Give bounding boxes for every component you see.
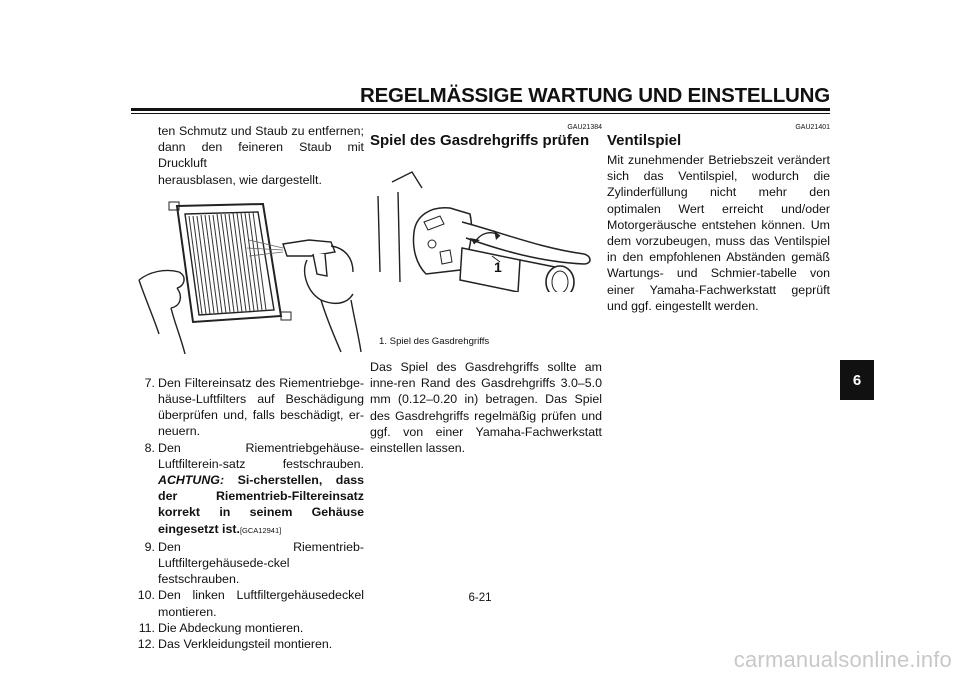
section-heading: Spiel des Gasdrehgriffs prüfen bbox=[370, 132, 590, 149]
step-text: Das Verkleidungsteil montieren. bbox=[158, 637, 333, 652]
watermark: carmanualsonline.info bbox=[733, 647, 952, 672]
step-text bbox=[158, 440, 364, 539]
step-item bbox=[131, 375, 364, 440]
step-item bbox=[131, 620, 364, 636]
chapter-tab: 6 bbox=[840, 360, 874, 400]
step-number: 7. bbox=[144, 375, 155, 390]
step-item bbox=[131, 587, 364, 619]
page-title: REGELMÄSSIGE WARTUNG UND EINSTELLUNG bbox=[359, 84, 830, 107]
step-list bbox=[131, 375, 364, 652]
step-number: 8. bbox=[144, 440, 155, 455]
figure-caption: 1. Spiel des Gasdrehgriffs bbox=[379, 336, 490, 347]
step-number: 11. bbox=[138, 620, 155, 635]
column-left bbox=[131, 123, 364, 652]
step-item bbox=[131, 440, 364, 539]
intro-line-1: ten Schmutz und Staub zu entfernen; bbox=[158, 124, 364, 138]
figure-callout: 1 bbox=[494, 259, 502, 275]
section-code: GAU21401 bbox=[795, 124, 830, 131]
column-right bbox=[607, 123, 830, 314]
title-rule-thick bbox=[131, 108, 830, 111]
step-number: 12. bbox=[137, 637, 155, 652]
caution-text: Si-cherstellen, dass der Riementrieb-Filtereinsatz korrekt in seinem Gehäuse eingesetzt ist. bbox=[158, 473, 364, 536]
step-text-main: Den Riementriebgehäuse-Luftfilterein-satz festschrauben. bbox=[158, 440, 364, 471]
step-text: Den linken Luftfiltergehäusedeckel montieren. bbox=[158, 588, 364, 619]
intro-line-2: dann den feineren Staub mit Druckluft bbox=[158, 140, 364, 171]
title-rule-thin bbox=[131, 113, 830, 114]
column-middle bbox=[370, 123, 602, 456]
intro-text bbox=[131, 123, 364, 188]
intro-line-3: herausblasen, wie dargestellt. bbox=[158, 172, 322, 187]
section-body: Das Spiel des Gasdrehgriffs sollte am inne-ren Rand des Gasdrehgriffs 3.0–5.0 mm (0.12–0.20 in) betragen. Das Spiel des Gasdrehgriffs regelmäßig prüfen und ggf. von einer Yamaha-Fachwerkstatt einstellen lassen. bbox=[370, 360, 602, 456]
section-heading: Ventilspiel bbox=[607, 132, 682, 149]
step-number: 10. bbox=[137, 588, 155, 603]
caution-label: ACHTUNG: bbox=[158, 473, 225, 488]
air-filter-illustration bbox=[131, 188, 364, 366]
step-text: Den Riementrieb-Luftfiltergehäusede-ckel festschrauben. bbox=[158, 539, 364, 587]
page-number: 6-21 bbox=[468, 592, 492, 604]
step-item bbox=[131, 539, 364, 588]
step-number: 9. bbox=[144, 539, 155, 554]
step-text: Die Abdeckung montieren. bbox=[158, 620, 304, 635]
step-item bbox=[131, 636, 364, 652]
section-code: GAU21384 bbox=[567, 124, 602, 131]
section-body: Mit zunehmender Betriebszeit verändert sich das Ventilspiel, wodurch die Zylinderfüllung nicht mehr den optimalen Wert erreicht und/oder Motorgeräusche entstehen können. Um dem vorzubeugen, muss das Ventilspiel in den empfohlenen Abständen gemäß Wartungs- und Schmier-tabelle von einer Yamaha-Fachwerkstatt geprüft und ggf. eingestellt werden. bbox=[607, 153, 830, 313]
caution-code: [GCA12941] bbox=[239, 525, 282, 535]
throttle-grip-illustration bbox=[370, 152, 602, 292]
step-text: Den Filtereinsatz des Riementriebge-häuse-Luftfilters auf Beschädigung überprüfen und, falls beschädigt, er-neuern. bbox=[158, 375, 364, 439]
